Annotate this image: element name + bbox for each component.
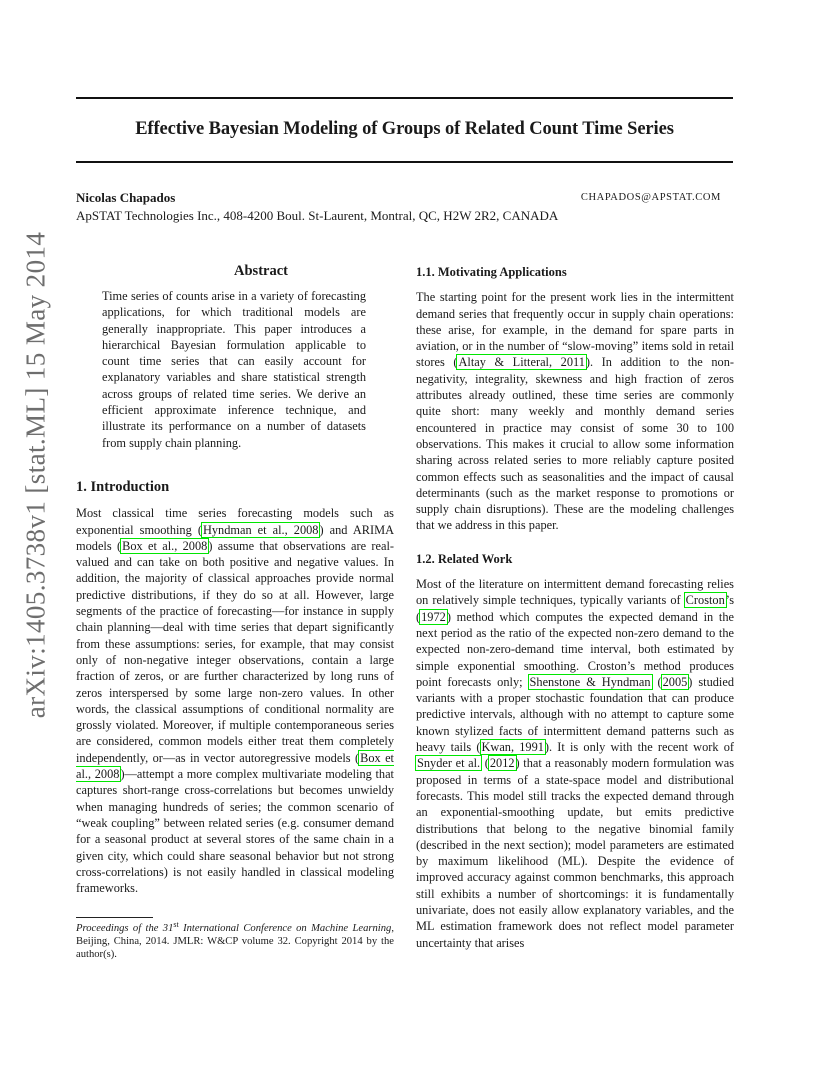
arxiv-stamp: arXiv:1405.3738v1 [stat.ML] 15 May 2014 — [20, 231, 51, 719]
related-text: ) that a reasonably modern formulation was proposed in terms of a state-space model and distributional forecasts. This model still tracks the expected demand through an exponential-smoothing update, but emits predictive distributions that belong to the negative binomial family (described in the next section); model parameters are estimated by maximum likelihood (ML). Despite the evidence of improved accuracy against common benchmarks, this approach still exhibits a number of shortcomings: it is fundamentally univariate, does not easily allow explanatory variables, and the ML estimation framework does not reflect model parameter uncertainty that arises — [416, 756, 735, 950]
motivating-text: The starting point for the present work lies in the intermittent demand series that frequently occur in supply chain operations: these arise, for example, in the demand for spare parts in aviation, or in the number of “slow-moving” items sold in retail stores ( — [416, 290, 734, 370]
citation-croston-1972[interactable]: 1972 — [421, 609, 446, 624]
citation-croston[interactable]: Croston — [685, 593, 725, 608]
motivating-heading: 1.1. Motivating Applications — [416, 265, 567, 279]
citation-shenstone-2005[interactable]: 2005 — [662, 674, 688, 689]
citation-snyder-2012[interactable]: 2012 — [489, 756, 515, 771]
footnote-rule — [76, 917, 153, 918]
related-text: Most of the literature on intermittent demand forecasting relies on relatively simple techniques, typically variants of — [416, 577, 734, 608]
related-text: ( — [481, 756, 489, 771]
intro-heading: 1. Introduction — [76, 479, 170, 495]
author-affiliation: ApSTAT Technologies Inc., 408-4200 Boul. St-Laurent, Montral, QC, H2W 2R2, CANADA — [76, 208, 559, 223]
citation-shenstone-hyndman[interactable]: Shenstone & Hyndman — [529, 674, 651, 689]
footnote — [76, 922, 394, 962]
intro-text: )—attempt a more complex multivariate modeling that captures short-range cross-correlations but becomes unwieldy when managing hundreds of series; the common scenario of “weak coupling” between related series (e.g. consumer demand for a seasonal product at several stores of the same chain in a given city, which could share seasonal behavior but not strong cross-correlations) is not easily handled in classical modeling frameworks. — [76, 767, 394, 896]
footnote-details: , Beijing, China, 2014. JMLR: W&CP volume 32. Copyright 2014 by the author(s). — [76, 923, 394, 961]
paper-title: Effective Bayesian Modeling of Groups of Related Count Time Series — [135, 119, 674, 139]
author-email: CHAPADOS@APSTAT.COM — [580, 192, 721, 203]
footnote-proceedings: Proceedings of the 31 — [76, 923, 174, 934]
motivating-text: ). In addition to the non-negativity, integrality, skewness and high fraction of zeros attributes already outlined, these time series are commonly quite short: many weekly and monthly demand series encountered in practice may consist of some 30 to 100 observations. This makes it crucial to allow some information sharing across related series to more reliably capture posited common effects such as seasonalities and the impact of causal determinants (such as the market response to promotions or supply chain disruptions). These are the modeling challenges that we address in this paper. — [416, 355, 734, 533]
abstract-heading: Abstract — [234, 263, 288, 279]
citation-kwan-1991[interactable]: Kwan, 1991 — [481, 740, 544, 755]
abstract-paragraph: Time series of counts arise in a variety of forecasting applications, for which traditional models are generally inappropriate. This paper introduces a hierarchical Bayesian formulation applicable to count time series that can easily account for explanatory variables and share statistical strength across groups of related time series. We derive an efficient approximate inference technique, and illustrate its performance on a number of datasets from supply chain planning. — [102, 289, 366, 450]
title-rule — [76, 161, 733, 163]
footnote-superscript: st — [173, 920, 179, 929]
top-rule — [76, 97, 733, 99]
author-name: Nicolas Chapados — [76, 190, 176, 205]
citation-box-2008[interactable]: Box et al., 2008 — [122, 538, 208, 553]
related-text: ). It is only with the recent work of — [544, 740, 734, 755]
related-text: ) method which computes the expected demand in the next period as the ratio of the expected non-zero demand to the expected non-zero-demand time interval, both estimated by simple exponential smoothing. Croston’s method produces point forecasts only; — [416, 609, 734, 689]
intro-text: ) assume that observations are real-valued and can take on both positive and negative values. In addition, the majority of classical approaches provide normal predictive distributions, if they do so at all. However, large segments of the practice of forecasting—for instance in supply chain planning—deal with time series that depart significantly from these assumptions: series, for example, that may consist only of non-negative integer observations, contain a large fraction of zeros, or are further characterized by long runs of zeros interspersed by some large non-zero values. In other words, the classical assumptions of conditional normality are grossly violated. Moreover, if multiple contemporaneous series are considered, common models either treat them completely independently, or—as in vector autoregressive models ( — [76, 538, 394, 765]
right-column — [416, 264, 734, 951]
citation-hyndman-2008[interactable]: Hyndman et al., 2008 — [202, 522, 319, 537]
citation-altay-2011[interactable]: Altay & Litteral, 2011 — [458, 355, 585, 370]
related-paragraph — [416, 576, 734, 951]
intro-text: Most classical time series forecasting models such as exponential smoothing ( — [76, 506, 394, 537]
left-column-intro — [76, 479, 394, 896]
intro-text: ) and ARIMA models ( — [76, 522, 394, 553]
related-heading: 1.2. Related Work — [416, 551, 513, 566]
motivating-paragraph — [416, 289, 734, 533]
related-text: ’s ( — [416, 593, 734, 624]
intro-paragraph — [76, 505, 394, 896]
related-text: ( — [651, 674, 662, 689]
abstract-text — [102, 288, 366, 451]
related-text: ) studied variants with a proper stochastic foundation that can produce predictive intervals, although with no attempt to capture some known stylized facts of intermittent demand patterns such as heavy tails ( — [416, 674, 735, 755]
citation-box-2008[interactable]: Box et al., 2008 — [76, 750, 394, 782]
citation-snyder[interactable]: Snyder et al. — [417, 756, 481, 771]
footnote-conference: International Conference on Machine Learning — [178, 923, 392, 934]
